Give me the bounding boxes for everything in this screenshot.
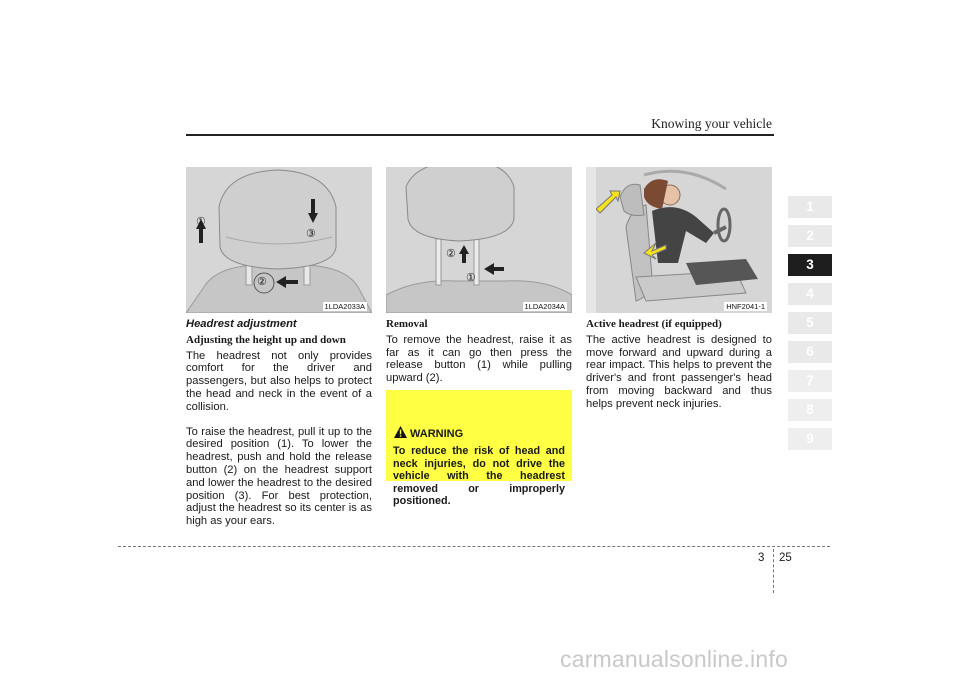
figure-marker-3: ③ (306, 228, 316, 240)
footer-page-number: 25 (779, 552, 792, 564)
footer-divider (773, 549, 774, 593)
figure-code: 1LDA2033A (324, 302, 365, 311)
warning-icon (394, 426, 407, 438)
figure-marker-2: ② (257, 276, 267, 288)
chapter-tab-2[interactable]: 2 (788, 225, 832, 247)
chapter-tab-9[interactable]: 9 (788, 428, 832, 450)
column-active-headrest (586, 318, 772, 423)
chapter-tab-8[interactable]: 8 (788, 399, 832, 421)
figure-marker-1: ① (466, 272, 476, 284)
chapter-tab-6[interactable]: 6 (788, 341, 832, 363)
figure-marker-1: ① (196, 216, 206, 228)
headrest-adjust-figure (186, 167, 372, 313)
warning-title: WARNING (410, 428, 464, 440)
figure-code: HNF2041-1 (726, 302, 765, 311)
subheading: Adjusting the height up and down (186, 333, 346, 346)
header-title: Knowing your vehicle (651, 116, 772, 131)
paragraph: To raise the headrest, pull it up to the desired position (1). To lower the headrest, push and hold the release button (2) on the headrest support and lower the headrest to the desired position (3). For best protection, adjust the headrest so its center is as high as your ears. (186, 425, 372, 528)
figure-code: 1LDA2034A (524, 302, 565, 311)
subheading: Removal (386, 318, 428, 330)
chapter-tab-3[interactable]: 3 (788, 254, 832, 276)
header-rule (186, 134, 774, 136)
chapter-tab-7[interactable]: 7 (788, 370, 832, 392)
footer-rule (118, 546, 830, 547)
chapter-tabs (788, 196, 832, 457)
warning-box (386, 390, 572, 508)
column-headrest-adjustment (186, 318, 372, 540)
footer-chapter-number: 3 (758, 552, 765, 564)
paragraph: The headrest not only provides comfort for the driver and passengers, but also helps to protect the head and neck in the event of a collision. (186, 349, 372, 413)
chapter-tab-5[interactable]: 5 (788, 312, 832, 334)
active-headrest-figure (586, 167, 772, 313)
section-heading: Headrest adjustment (186, 318, 297, 330)
paragraph: The active headrest is designed to move forward and upward during a rear impact. This helps to prevent the driver's and front passenger's head from moving backward and thus helps prevent neck injuries. (586, 333, 772, 410)
figure-marker-2: ② (446, 248, 456, 260)
headrest-removal-figure (386, 167, 572, 313)
paragraph: To remove the headrest, raise it as far as it can go then press the release button (1) while pulling upward (2). (386, 333, 572, 385)
chapter-tab-1[interactable]: 1 (788, 196, 832, 218)
column-removal (386, 318, 572, 397)
warning-text: To reduce the risk of head and neck injuries, do not drive the vehicle with the headrest removed or improperly positioned. (393, 445, 565, 508)
chapter-tab-4[interactable]: 4 (788, 283, 832, 305)
subheading: Active headrest (if equipped) (586, 318, 722, 330)
watermark: carmanualsonline.info (560, 646, 788, 672)
